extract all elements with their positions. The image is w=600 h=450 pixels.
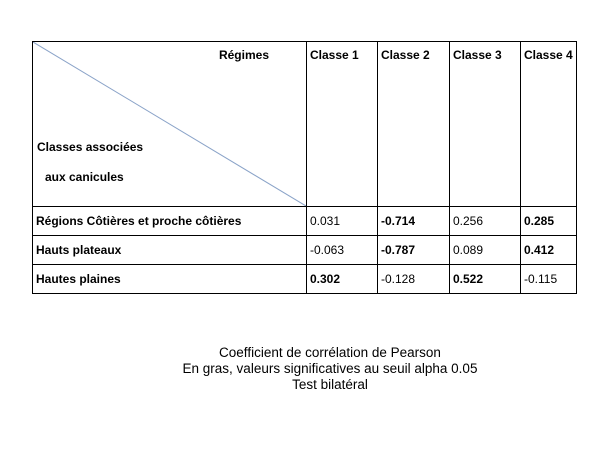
caption-line-3: Test bilatéral <box>292 377 368 392</box>
row-label: Hauts plateaux <box>33 236 307 265</box>
classes-associees-line2: aux canicules <box>45 170 124 184</box>
corner-cell <box>33 42 307 207</box>
classes-associees-line1: Classes associées <box>37 140 144 154</box>
regimes-label: Régimes <box>218 48 269 62</box>
column-header-classe-3: Classe 3 <box>450 42 521 207</box>
value-cell: 0.302 <box>307 265 378 294</box>
table-row <box>33 236 577 265</box>
value-cell: 0.412 <box>521 236 577 265</box>
table-row <box>33 265 577 294</box>
column-header-classe-2: Classe 2 <box>378 42 450 207</box>
row-label: Hautes plaines <box>33 265 307 294</box>
correlation-table <box>32 41 577 294</box>
classes-associees-label <box>37 132 143 192</box>
column-header-classe-4: Classe 4 <box>521 42 577 207</box>
table-header-row <box>33 42 577 207</box>
value-cell: 0.089 <box>450 236 521 265</box>
caption-line-1: Coefficient de corrélation de Pearson <box>219 345 441 360</box>
value-cell: -0.128 <box>378 265 450 294</box>
value-cell: 0.256 <box>450 207 521 236</box>
value-cell: 0.522 <box>450 265 521 294</box>
row-label: Régions Côtières et proche côtières <box>33 207 307 236</box>
value-cell: 0.031 <box>307 207 378 236</box>
table-caption <box>150 345 510 393</box>
value-cell: -0.714 <box>378 207 450 236</box>
value-cell: 0.285 <box>521 207 577 236</box>
value-cell: -0.115 <box>521 265 577 294</box>
value-cell: -0.063 <box>307 236 378 265</box>
table-row <box>33 207 577 236</box>
column-header-classe-1: Classe 1 <box>307 42 378 207</box>
value-cell: -0.787 <box>378 236 450 265</box>
caption-line-2: En gras, valeurs significatives au seuil alpha 0.05 <box>182 361 478 376</box>
